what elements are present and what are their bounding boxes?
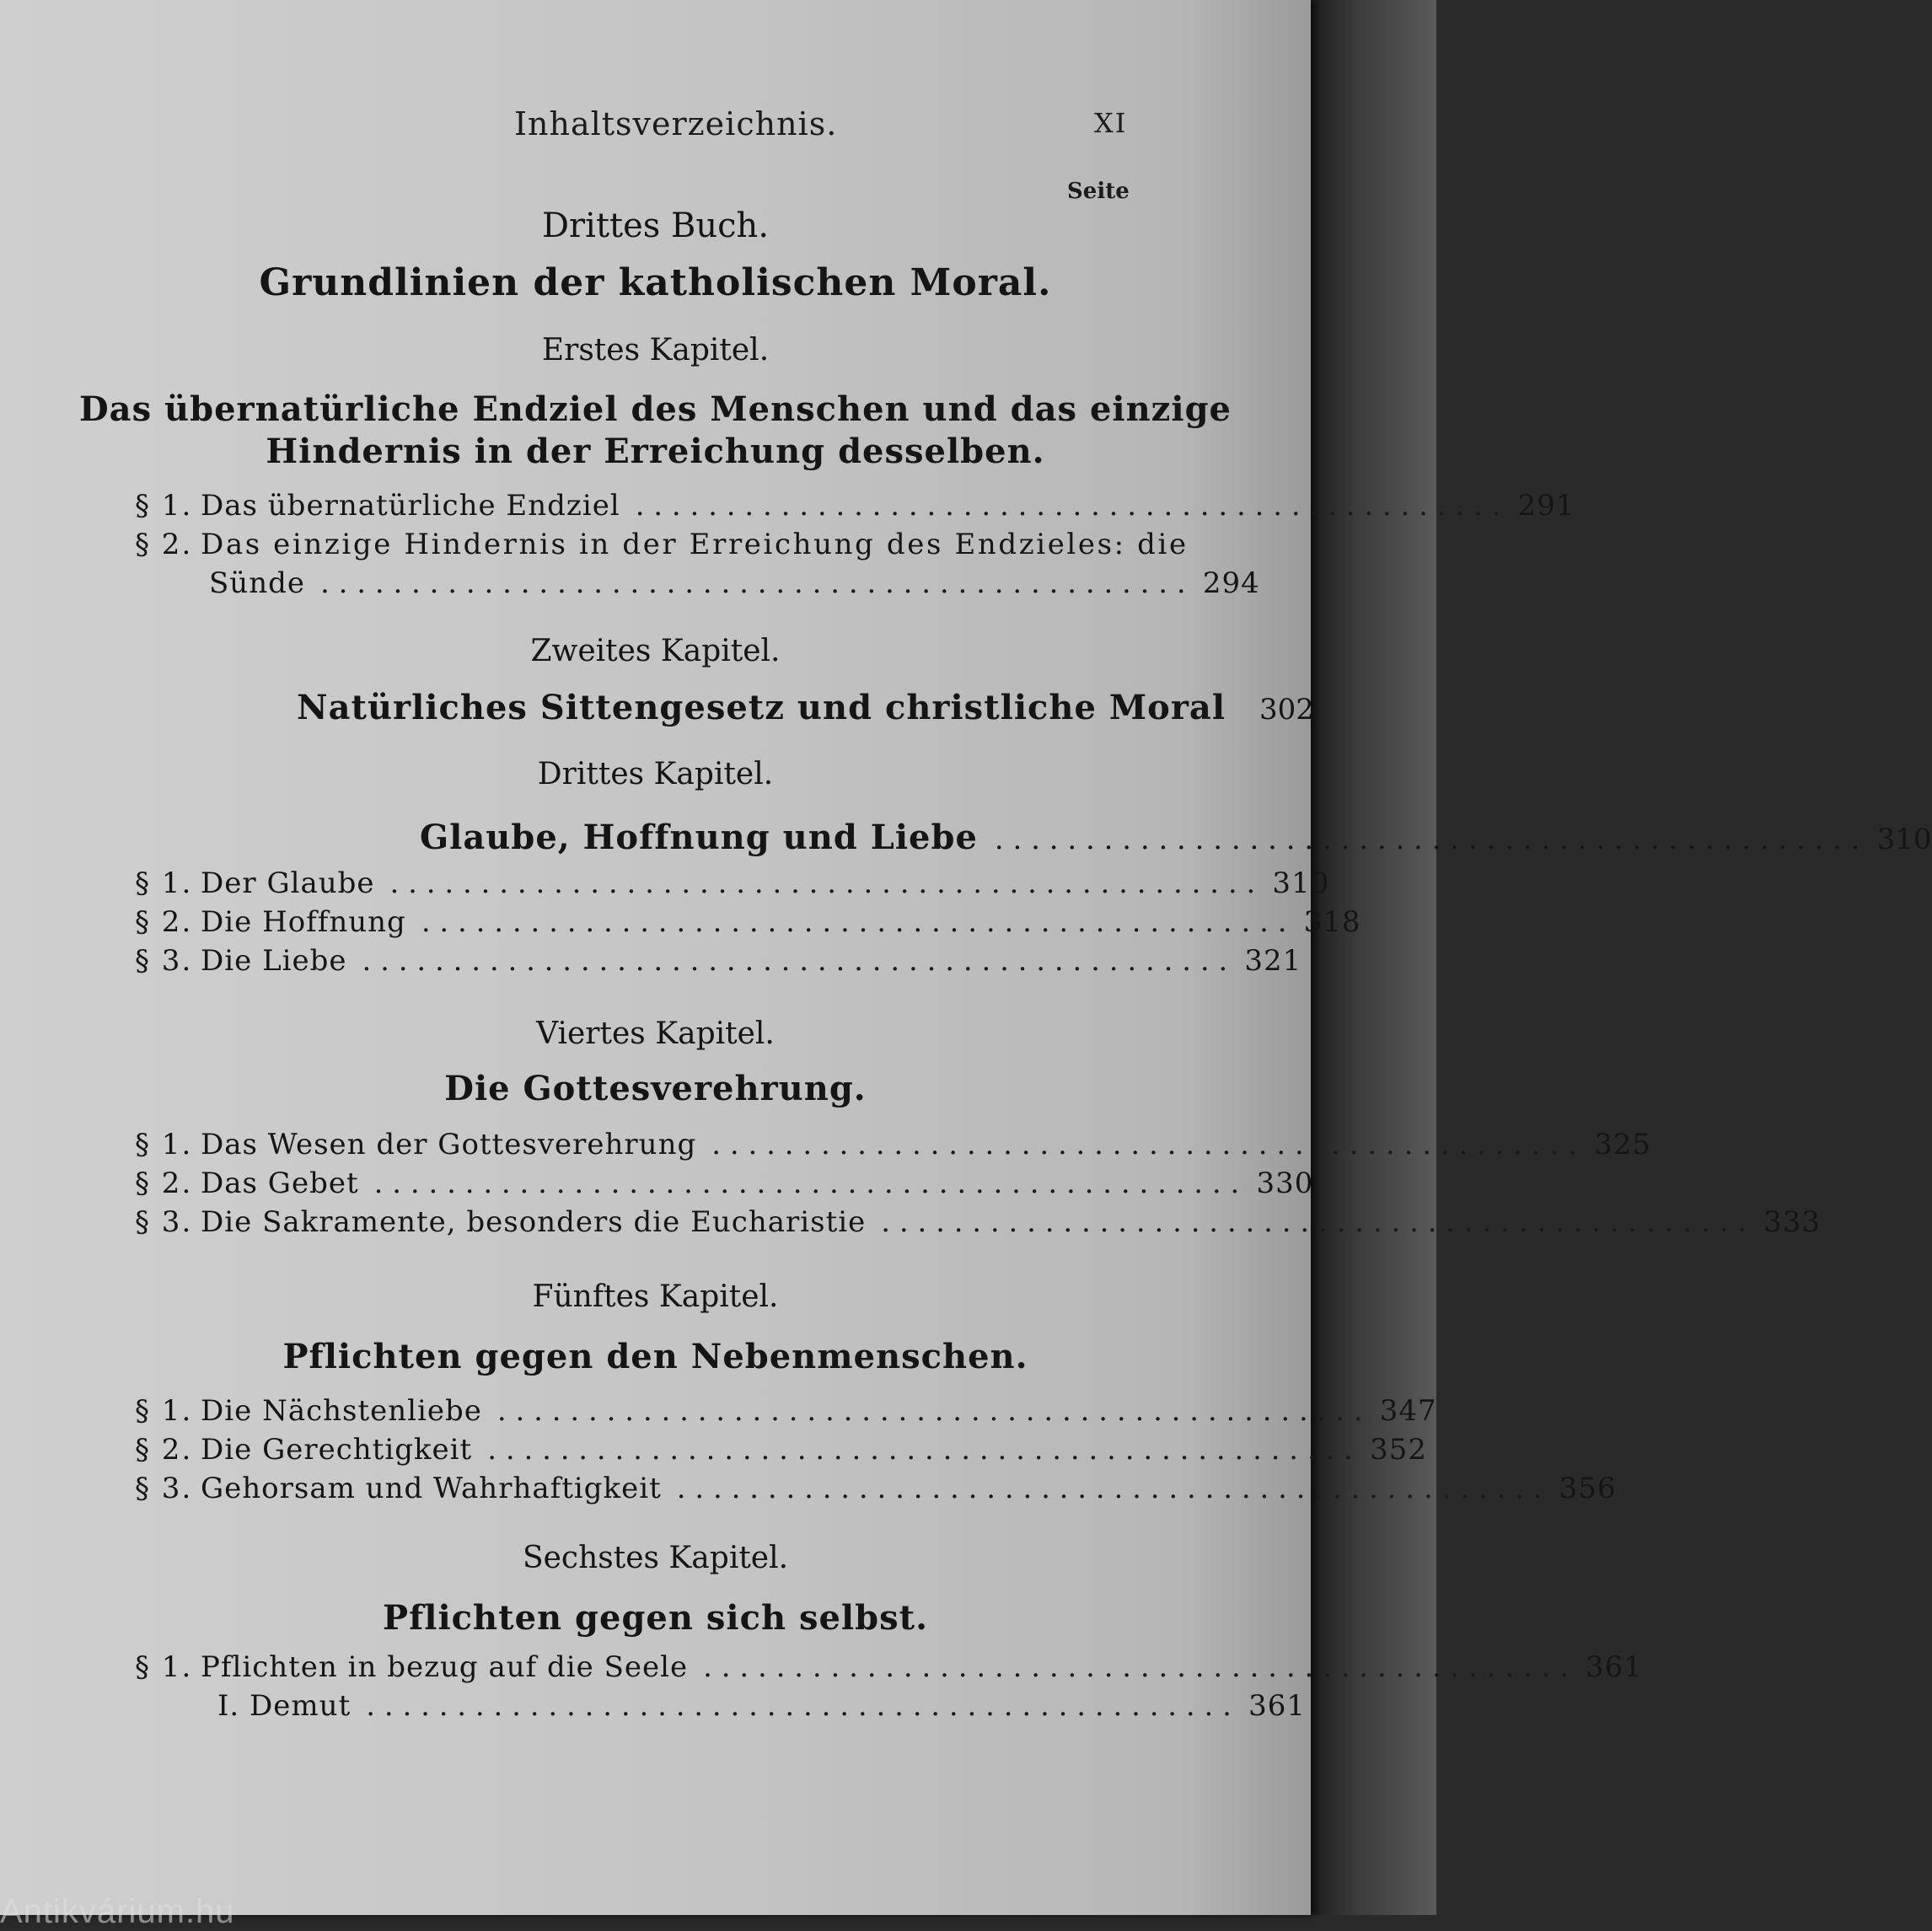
book-title: Grundlinien der katholischen Moral. xyxy=(259,261,1052,304)
entry-page: 325 xyxy=(1594,1128,1651,1161)
toc-entry[interactable] xyxy=(135,866,1330,904)
chapter-title: Pflichten gegen den Nebenmenschen. xyxy=(282,1337,1028,1376)
leader-dots: . . . . . . . . . . . . . . . . . . . . . . . . . . . . . . . . . . . . . . . . . . . . . . . . xyxy=(421,905,1287,939)
chapter-title: Das übernatürliche Endziel des Menschen und das einzige xyxy=(78,389,1232,429)
entry-text: Das einzige Hindernis in der Erreichung des Endzieles: die xyxy=(201,528,1189,561)
chapter-title: Pflichten gegen sich selbst. xyxy=(382,1598,929,1638)
leader-dots: . . . . . . . . . . . . . . . . . . . . . . . . . . . . . . . . . . . . . . . . . . . . . . . . xyxy=(362,944,1228,978)
chapter-label: Fünftes Kapitel. xyxy=(532,1279,779,1314)
leader-dots: . . . . . . . . . . . . . . . . . . . . . . . . . . . . . . . . . . . . . . . . . . . . . . . . xyxy=(366,1689,1232,1723)
leader-dots: . . . . . . . . . . . . . . . . . . . . . . . . . . . . . . . . . . . . . . . . . . . . . . . . xyxy=(373,1167,1240,1200)
running-header xyxy=(0,105,1311,156)
section-number: § 1. xyxy=(135,866,193,900)
section-number: § 2. xyxy=(135,1433,193,1467)
entry-text: Pflichten in bezug auf die Seele xyxy=(201,1650,689,1684)
toc-entry[interactable] xyxy=(135,944,1302,981)
entry-text: Die Nächstenliebe xyxy=(201,1394,482,1428)
leader-dots: . . . . . . . . . . . . . . . . . . . . . . . . . . . . . . . . . . . . . . . . . . . . . . . . xyxy=(487,1433,1353,1467)
seite-label: Seite xyxy=(1067,179,1130,204)
chapter-title: Natürliches Sittengesetz und christliche Moral xyxy=(297,688,1226,727)
toc-entry[interactable] xyxy=(135,1128,1651,1165)
entry-page: 291 xyxy=(1517,489,1575,523)
section-number: § 1. xyxy=(135,1128,193,1161)
section-number: § 1. xyxy=(135,1650,193,1684)
entry-text: Gehorsam und Wahrhaftigkeit xyxy=(201,1472,662,1505)
watermark-text: Antikvárium.hu xyxy=(0,1893,235,1930)
chapter-label: Sechstes Kapitel. xyxy=(522,1541,789,1575)
leader-dots: . . . . . . . . . . . . . . . . . . . . . . . . . . . . . . . . . . . . . . . . . . . . . . . . xyxy=(703,1650,1569,1684)
toc-chapter-entry[interactable] xyxy=(420,818,1932,857)
leader-dots: . . . . . . . . . . . . . . . . . . . . . . . . . . . . . . . . . . . . . . . . . . . . . . . . xyxy=(389,866,1256,900)
section-number: § 2. xyxy=(135,1167,193,1200)
toc-entry[interactable] xyxy=(135,1650,1643,1687)
chapter-title: Die Gottesverehrung. xyxy=(444,1069,867,1108)
chapter-title-line2: Hindernis in der Erreichung desselben. xyxy=(266,432,1045,471)
leader-dots: . . . . . . . . . . . . . . . . . . . . . . . . . . . . . . . . . . . . . . . . . . . . . . . . xyxy=(496,1394,1363,1428)
entry-text: I. Demut xyxy=(217,1689,352,1723)
leader-dots: . . . . . . . . . . . . . . . . . . . . . . . . . . . . . . . . . . . . . . . . . . . . . . . . xyxy=(676,1472,1543,1505)
section-number: § 1. xyxy=(135,1394,193,1428)
entry-page: 294 xyxy=(1202,566,1260,600)
toc-entry[interactable] xyxy=(135,1433,1427,1470)
toc-entry[interactable] xyxy=(135,1394,1437,1431)
entry-page: 361 xyxy=(1248,1689,1306,1723)
entry-page: 361 xyxy=(1585,1650,1643,1684)
chapter-page: 302 xyxy=(1259,693,1314,727)
leader-dots: . . . . . . . . . . . . . . . . . . . . . . . . . . . . . . . . . . . . . . . . . . . . . . . . xyxy=(635,489,1501,523)
chapter-label: Drittes Kapitel. xyxy=(537,757,774,791)
toc-entry[interactable] xyxy=(135,1167,1314,1204)
section-number: § 2. xyxy=(135,528,193,561)
entry-text: Die Gerechtigkeit xyxy=(201,1433,473,1467)
entry-text: Das Wesen der Gottesverehrung xyxy=(201,1128,697,1161)
section-number: § 3. xyxy=(135,944,193,978)
leader-dots: . . . . . . . . . . . . . . . . . . . . . . . . . . . . . . . . . . . . . . . . . . . . . . . . xyxy=(994,823,1860,856)
section-number: § 1. xyxy=(135,489,193,523)
entry-page: 347 xyxy=(1379,1394,1437,1428)
entry-text: Die Sakramente, besonders die Eucharistie xyxy=(201,1205,867,1239)
entry-page: 352 xyxy=(1370,1433,1427,1467)
chapter-label: Zweites Kapitel. xyxy=(530,634,781,668)
section-number: § 2. xyxy=(135,905,193,939)
toc-entry-continuation[interactable] xyxy=(135,566,1260,603)
toc-entry[interactable] xyxy=(135,1205,1821,1242)
section-number: § 3. xyxy=(135,1472,193,1505)
leader-dots: . . . . . . . . . . . . . . . . . . . . . . . . . . . . . . . . . . . . . . . . . . . . . . . . xyxy=(319,566,1186,600)
toc-entry[interactable] xyxy=(135,489,1575,526)
entry-text: Das übernatürliche Endziel xyxy=(201,489,620,523)
running-title: Inhaltsverzeichnis. xyxy=(514,105,838,142)
leader-dots: . . . . . . . . . . . . . . . . . . . . . . . . . . . . . . . . . . . . . . . . . . . . . . . . xyxy=(881,1205,1747,1239)
chapter-label: Viertes Kapitel. xyxy=(536,1016,775,1051)
toc-entry[interactable] xyxy=(135,528,1189,565)
section-number: § 3. xyxy=(135,1205,193,1239)
page-number: XI xyxy=(1094,107,1128,139)
leader-dots: . . . . . . . . . . . . . . . . . . . . . . . . . . . . . . . . . . . . . . . . . . . . . . . . xyxy=(711,1128,1577,1161)
chapter-page: 310 xyxy=(1876,823,1932,856)
entry-page: 356 xyxy=(1559,1472,1617,1505)
entry-page: 310 xyxy=(1272,866,1330,900)
entry-text: Der Glaube xyxy=(201,866,375,900)
toc-entry[interactable] xyxy=(135,1689,1306,1726)
book-label: Drittes Buch. xyxy=(541,207,770,245)
entry-page: 321 xyxy=(1244,944,1302,978)
chapter-label: Erstes Kapitel. xyxy=(541,333,770,367)
entry-text: Das Gebet xyxy=(201,1167,359,1200)
entry-text: Die Hoffnung xyxy=(201,905,406,939)
entry-page: 318 xyxy=(1303,905,1361,939)
entry-text: Sünde xyxy=(209,566,305,600)
entry-page: 330 xyxy=(1256,1167,1314,1200)
toc-entry[interactable] xyxy=(135,1472,1617,1509)
scanner-background xyxy=(1305,0,1436,1915)
entry-page: 333 xyxy=(1763,1205,1821,1239)
toc-chapter-entry[interactable] xyxy=(297,688,1314,727)
entry-text: Die Liebe xyxy=(201,944,347,978)
toc-entry[interactable] xyxy=(135,905,1361,942)
chapter-title: Glaube, Hoffnung und Liebe xyxy=(420,818,978,857)
